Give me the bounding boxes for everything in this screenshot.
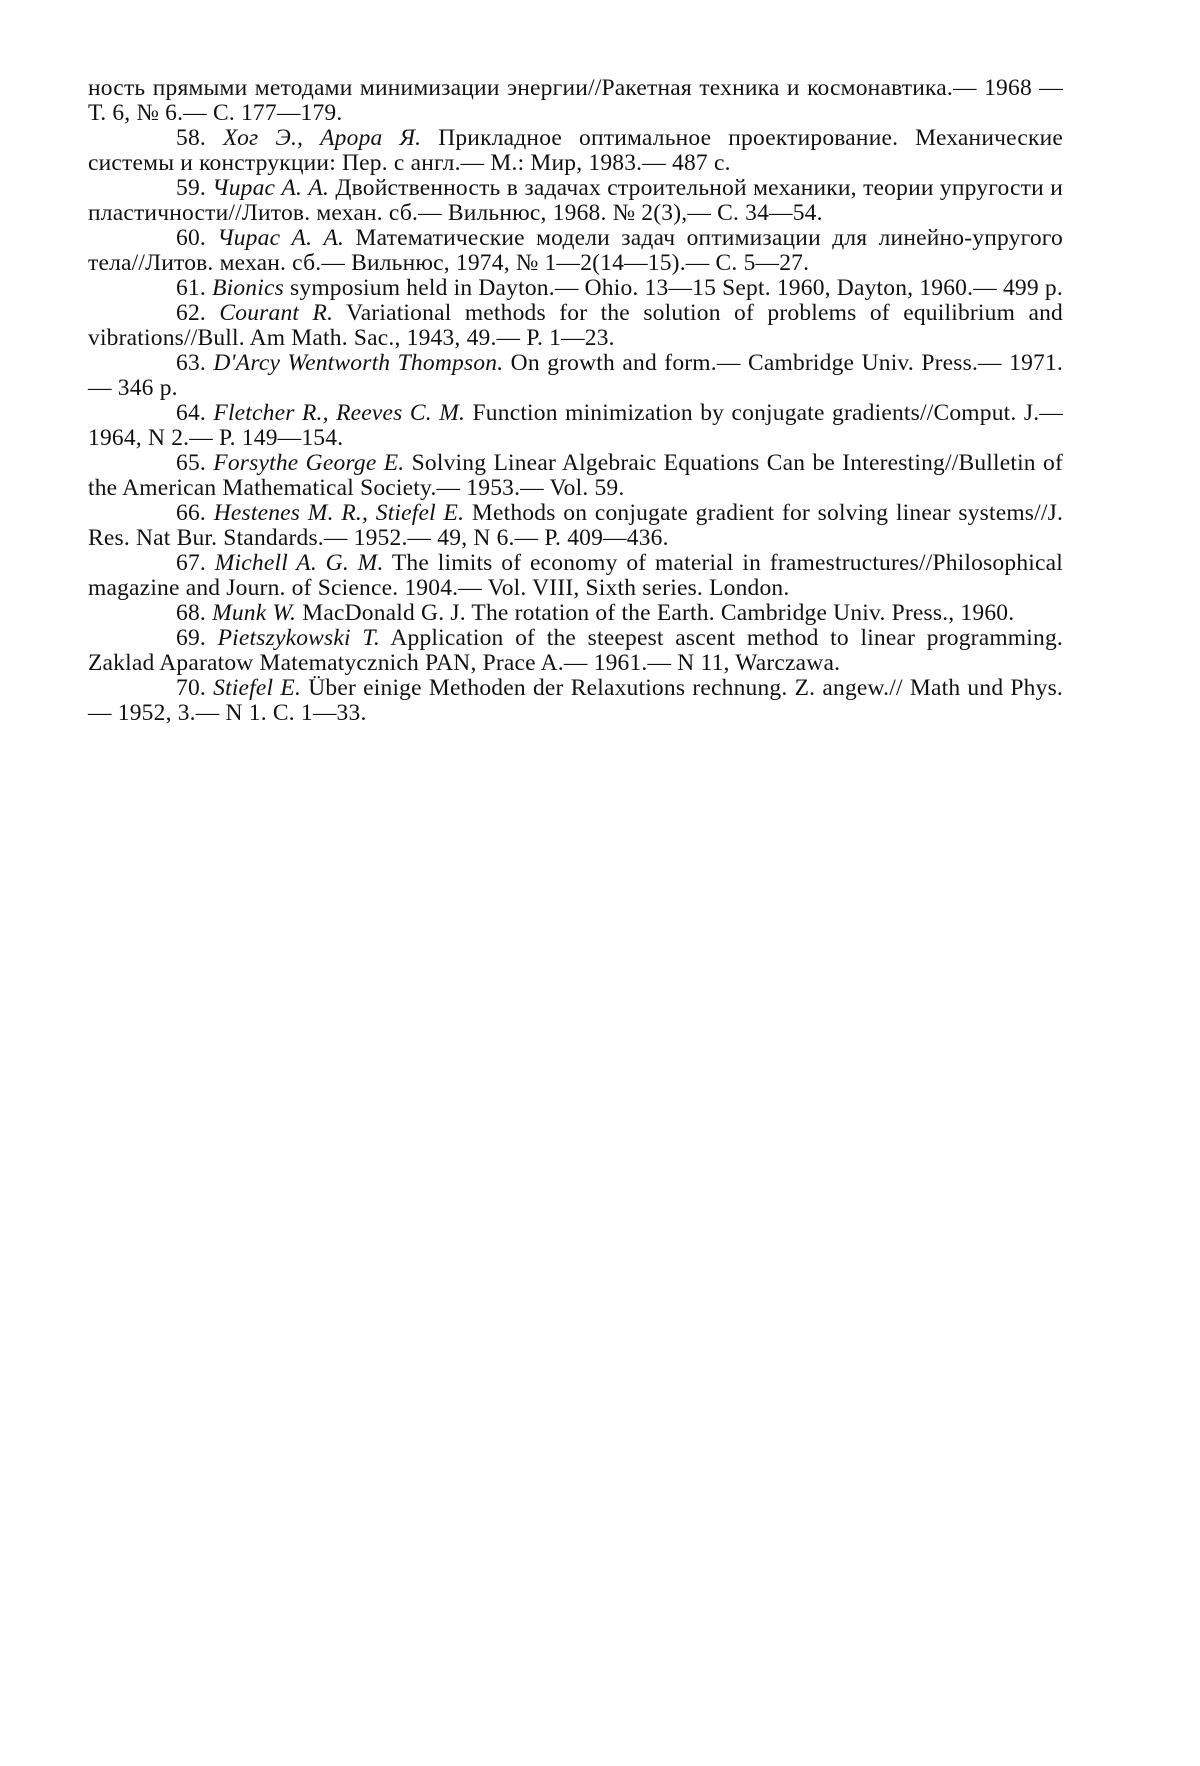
reference-number: 63. <box>176 350 206 376</box>
reference-item-69 <box>88 626 1063 676</box>
reference-text: Methods on conjugate gradient for solving linear systems//J. Res. Nat Bur. Standards.— 1952.— 49, N 6.— P. 409—436. <box>88 500 1064 551</box>
reference-author: Stiefel E. <box>213 675 302 701</box>
reference-number: 61. <box>176 275 206 301</box>
reference-text: The limits of economy of material in framestructures//Philosophical magazine and Journ. of Science. 1904.— Vol. VIII, Sixth series. London. <box>88 550 1064 601</box>
reference-item-66 <box>88 501 1063 551</box>
reference-number: 69. <box>176 625 206 651</box>
reference-text: Über einige Methoden der Relaxutions rechnung. Z. angew.// Math und Phys.— 1952, 3.— N 1. C. 1—33. <box>88 675 1064 726</box>
reference-text: Прикладное оптимальное проектирование. Механические системы и конструкции: Пер. с англ.— М.: Мир, 1983.— 487 с. <box>88 125 1063 176</box>
reference-item-63 <box>88 351 1063 401</box>
reference-text: Variational methods for the solution of problems of equilibrium and vibrations//Bull. Am Math. Sac., 1943, 49.— P. 1—23. <box>88 300 1063 351</box>
reference-number: 58. <box>176 125 206 151</box>
reference-text: Математические модели задач оптимизации для линейно-упругого тела//Литов. механ. сб.— Вильнюс, 1974, № 1—2(14—15).— С. 5—27. <box>88 225 1063 276</box>
reference-author: Bionics <box>212 275 284 301</box>
reference-item-62 <box>88 301 1063 351</box>
reference-number: 60. <box>176 225 206 251</box>
reference-list <box>88 76 1063 726</box>
reference-author: Hestenes M. R., Stiefel E. <box>213 500 465 526</box>
reference-number: 59. <box>176 175 206 201</box>
reference-item-70 <box>88 676 1063 726</box>
reference-author: Forsythe George E. <box>213 450 405 476</box>
reference-number: 68. <box>176 600 206 626</box>
reference-text: Solving Linear Algebraic Equations Can be Interesting//Bulletin of the American Mathematical Society.— 1953.— Vol. 59. <box>88 450 1064 501</box>
reference-number: 65. <box>176 450 206 476</box>
reference-author: Хог Э., Арора Я. <box>222 125 422 151</box>
reference-author: Fletcher R., Reeves C. M. <box>213 400 466 426</box>
reference-number: 64. <box>176 400 206 426</box>
reference-text: Application of the steepest ascent method to linear programming. Zaklad Aparatow Matematycznich PAN, Prace A.— 1961.— N 11, Warczawa. <box>88 625 1063 676</box>
reference-author: Чирас А. А. <box>217 225 345 251</box>
reference-item-67 <box>88 551 1063 601</box>
reference-author: Courant R. <box>219 300 334 326</box>
reference-text: symposium held in Dayton.— Ohio. 13—15 Sept. 1960, Dayton, 1960.— 499 p. <box>290 275 1063 301</box>
reference-item-59 <box>88 176 1063 226</box>
reference-item-60 <box>88 226 1063 276</box>
reference-item-64 <box>88 401 1063 451</box>
reference-number: 62. <box>176 300 206 326</box>
reference-item-65 <box>88 451 1063 501</box>
reference-continuation: ность прямыми методами минимизации энергии//Ракетная техника и космонавтика.— 1968 — Т. 6, № 6.— С. 177—179. <box>88 75 1063 126</box>
reference-item-58 <box>88 126 1063 176</box>
reference-author: D'Arcy Wentworth Thompson. <box>213 350 504 376</box>
reference-item-61 <box>88 276 1063 301</box>
reference-author: Munk W. <box>212 600 297 626</box>
reference-number: 66. <box>176 500 206 526</box>
reference-author: Michell A. G. M. <box>214 550 384 576</box>
reference-author: Чирас А. А. <box>212 175 330 201</box>
reference-text: Function minimization by conjugate gradients//Comput. J.— 1964, N 2.— P. 149—154. <box>88 400 1063 451</box>
reference-text: On growth and form.— Cambridge Univ. Press.— 1971.— 346 p. <box>88 350 1063 401</box>
reference-number: 70. <box>176 675 206 701</box>
reference-number: 67. <box>176 550 206 576</box>
reference-text: MacDonald G. J. The rotation of the Earth. Cambridge Univ. Press., 1960. <box>302 600 1015 626</box>
reference-author: Pietszykowski T. <box>217 625 380 651</box>
reference-text: Двойственность в задачах строительной механики, теории упругости и пластичности//Литов. механ. сб.— Вильнюс, 1968. № 2(3),— С. 34—54. <box>88 175 1064 226</box>
reference-item-68 <box>88 601 1063 626</box>
